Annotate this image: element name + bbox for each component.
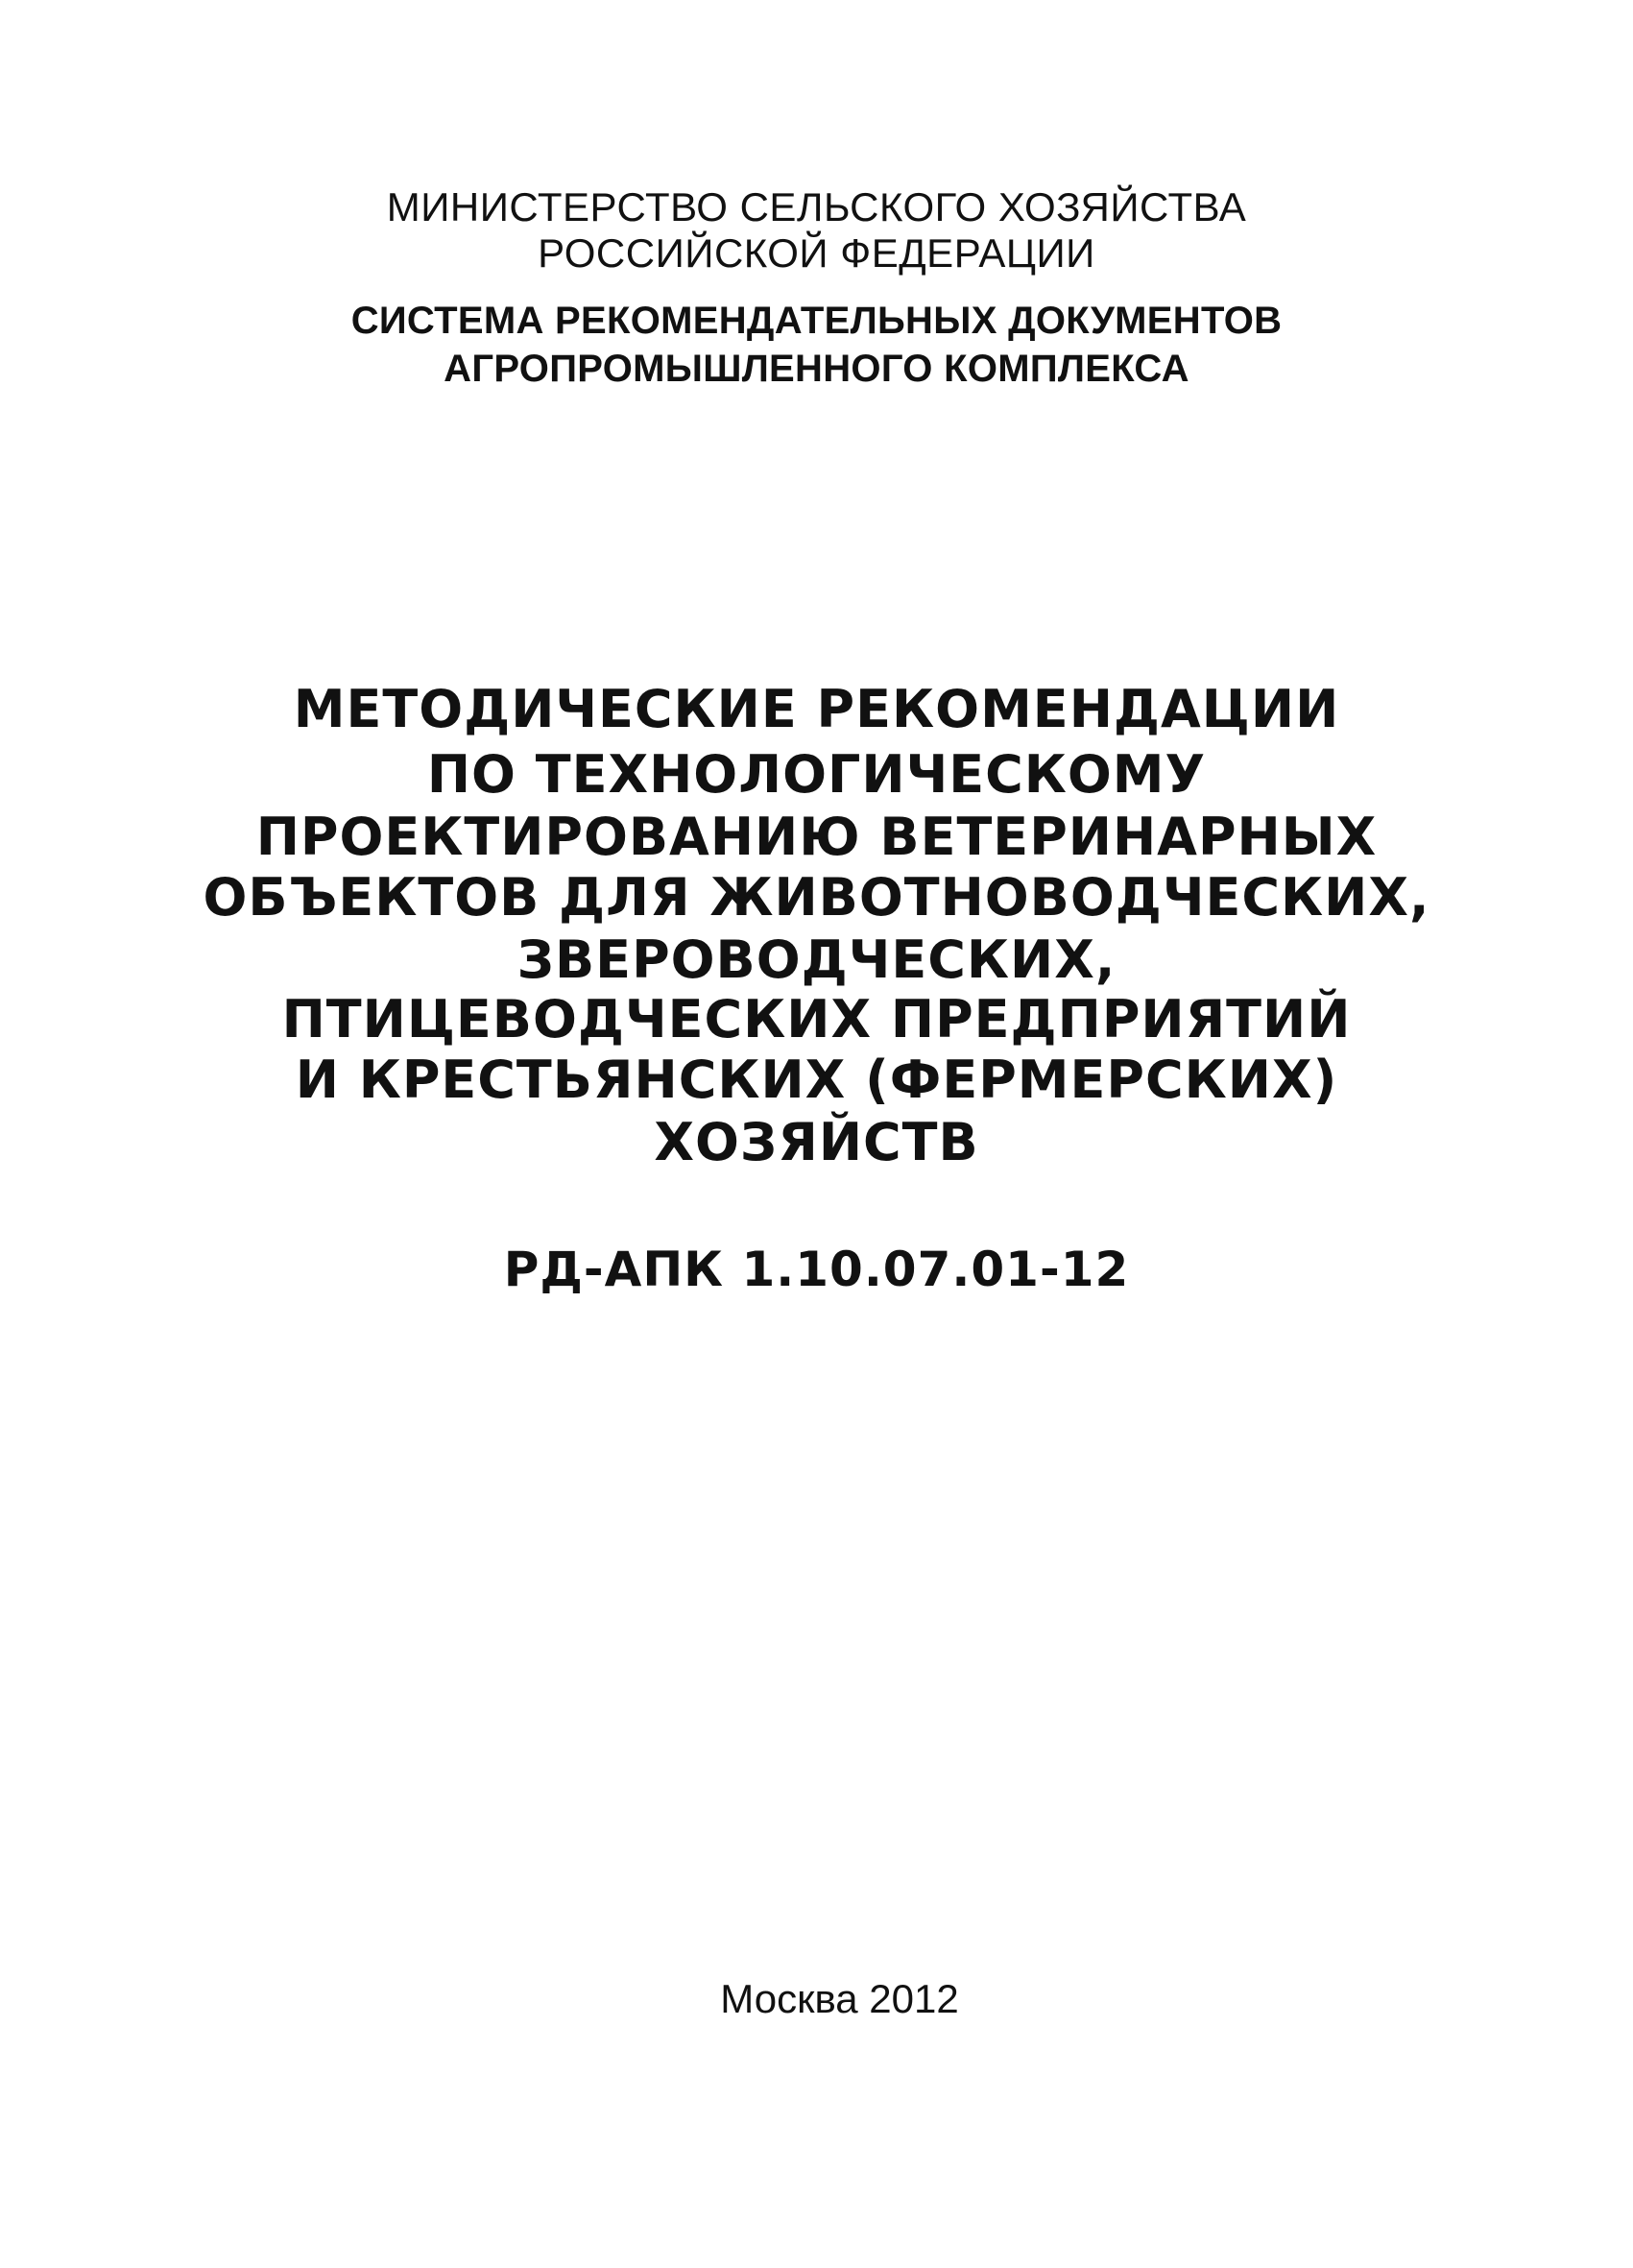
- title-line: ПРОЕКТИРОВАНИЮ ВЕТЕРИНАРНЫХ: [255, 807, 1378, 867]
- title-line: И КРЕСТЬЯНСКИХ (ФЕРМЕРСКИХ): [295, 1050, 1338, 1110]
- title-line: ПО ТЕХНОЛОГИЧЕСКОМУ: [426, 744, 1207, 805]
- ministry-name-line-1: МИНИСТЕРСТВО СЕЛЬСКОГО ХОЗЯЙСТВА: [386, 184, 1247, 229]
- city-year: Москва 2012: [720, 1976, 959, 2021]
- document-code: РД-АПК 1.10.07.01-12: [503, 1242, 1130, 1297]
- title-line: ЗВЕРОВОДЧЕСКИХ,: [516, 929, 1117, 990]
- title-line: ХОЗЯЙСТВ: [654, 1112, 979, 1172]
- title-line: ПТИЦЕВОДЧЕСКИХ ПРЕДПРИЯТИЙ: [281, 989, 1352, 1050]
- title-line: ОБЪЕКТОВ ДЛЯ ЖИВОТНОВОДЧЕСКИХ,: [203, 867, 1430, 928]
- system-name-line-2: АГРОПРОМЫШЛЕННОГО КОМПЛЕКСА: [444, 348, 1189, 390]
- system-name-line-1: СИСТЕМА РЕКОМЕНДАТЕЛЬНЫХ ДОКУМЕНТОВ: [350, 300, 1283, 342]
- ministry-name-line-2: РОССИЙСКОЙ ФЕДЕРАЦИИ: [538, 230, 1095, 276]
- title-line: МЕТОДИЧЕСКИЕ РЕКОМЕНДАЦИИ: [293, 679, 1340, 739]
